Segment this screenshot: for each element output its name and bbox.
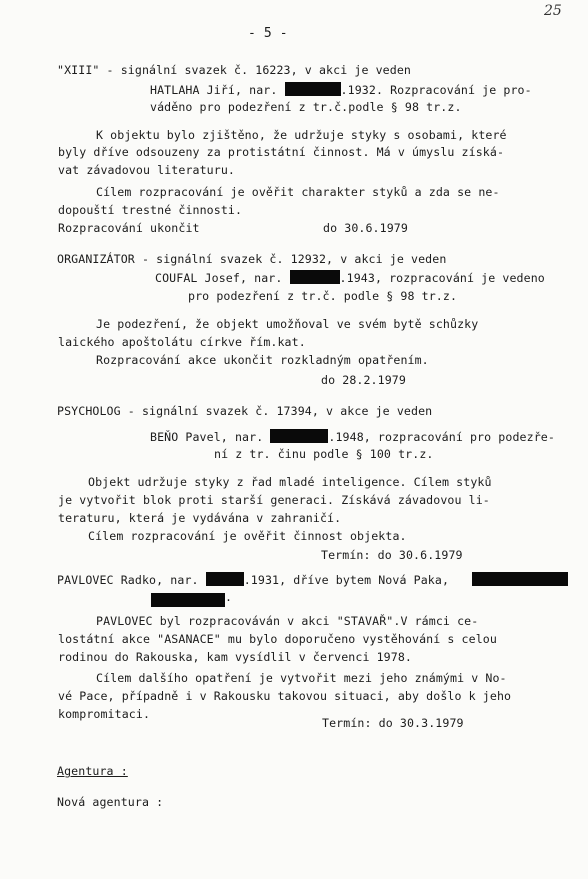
entry-line: ORGANIZÁTOR - signální svazek č. 12932, v akci je veden [57, 252, 447, 266]
entry-line: dopouští trestné činnosti. [58, 203, 243, 217]
entry-line: je vytvořit blok proti starší generaci. Získává závadovou li- [58, 493, 490, 507]
entry-line: Je podezření, že objekt umožňoval ve svém bytě schůzky [96, 317, 479, 331]
redaction-bar [270, 429, 328, 443]
entry-line: lostátní akce "ASANACE" mu bylo doporučeno vystěhování s celou [58, 632, 497, 646]
entry-line: vat závadovou literaturu. [58, 163, 236, 177]
deadline: Termín: do 30.6.1979 [321, 548, 463, 562]
entry-text: .1948, rozpracování pro podezře- [328, 430, 555, 444]
entry-line [150, 82, 532, 97]
entry-line: kompromitaci. [58, 707, 151, 721]
deadline: do 30.6.1979 [323, 221, 408, 235]
entry-line: Cílem rozpracování je ověřit činnost objekta. [88, 529, 407, 543]
entry-text: HATLAHA Jiří, nar. [150, 83, 278, 97]
redaction-bar [472, 572, 568, 586]
redaction-bar [151, 593, 225, 607]
entry-line: laického apoštolátu církve řím.kat. [58, 335, 306, 349]
redaction-bar [285, 82, 341, 96]
entry-text: COUFAL Josef, nar. [155, 271, 283, 285]
entry-line [155, 270, 545, 285]
redaction-period: . [225, 590, 233, 604]
deadline: Termín: do 30.3.1979 [322, 716, 464, 730]
agentura-heading: Agentura : [57, 764, 128, 778]
page-number: - 5 - [248, 26, 288, 41]
entry-text: BEŇO Pavel, nar. [150, 430, 264, 444]
entry-line: Cílem rozpracování je ověřit charakter styků a zda se ne- [96, 185, 500, 199]
entry-text: PAVLOVEC Radko, nar. [57, 573, 199, 587]
entry-line: Cílem dalšího opatření je vytvořit mezi jeho známými v No- [96, 671, 507, 685]
entry-line [150, 429, 555, 444]
redaction-bar [206, 572, 244, 586]
entry-line: teraturu, která je vydávána v zahraničí. [58, 511, 342, 525]
entry-line: "XIII" - signální svazek č. 16223, v akci je veden [57, 63, 412, 77]
entry-line: Rozpracování ukončit [58, 221, 200, 235]
entry-line [57, 572, 449, 587]
entry-line: PAVLOVEC byl rozpracováván v akci "STAVAŘ".V rámci ce- [96, 614, 479, 628]
entry-line: Objekt udržuje styky z řad mladé inteligence. Cílem styků [88, 475, 492, 489]
entry-line: ní z tr. činu podle § 100 tr.z. [214, 447, 434, 461]
entry-text: .1931, dříve bytem Nová Paka, [243, 573, 450, 587]
entry-text: .1932. Rozpracování je pro- [340, 83, 532, 97]
entry-line: K objektu bylo zjištěno, že udržuje styky s osobami, které [96, 128, 507, 142]
entry-line: rodinou do Rakouska, kam vysídlil v červenci 1978. [58, 650, 413, 664]
entry-line: PSYCHOLOG - signální svazek č. 17394, v akce je veden [57, 404, 433, 418]
entry-text: .1943, rozpracování je vedeno [339, 271, 545, 285]
entry-line: vé Pace, případně i v Rakousku takovou situaci, aby došlo k jeho [58, 689, 512, 703]
entry-line: byly dříve odsouzeny za protistátní činnost. Má v úmyslu získá- [58, 145, 505, 159]
corner-number: 25 [544, 3, 562, 19]
deadline: do 28.2.1979 [321, 373, 406, 387]
nova-agentura-heading: Nová agentura : [57, 795, 164, 809]
redaction-bar [290, 270, 340, 284]
entry-line: pro podezření z tr.č. podle § 98 tr.z. [188, 289, 458, 303]
entry-line: Rozpracování akce ukončit rozkladným opatřením. [96, 353, 429, 367]
entry-line: váděno pro podezření z tr.č.podle § 98 tr.z. [150, 100, 462, 114]
